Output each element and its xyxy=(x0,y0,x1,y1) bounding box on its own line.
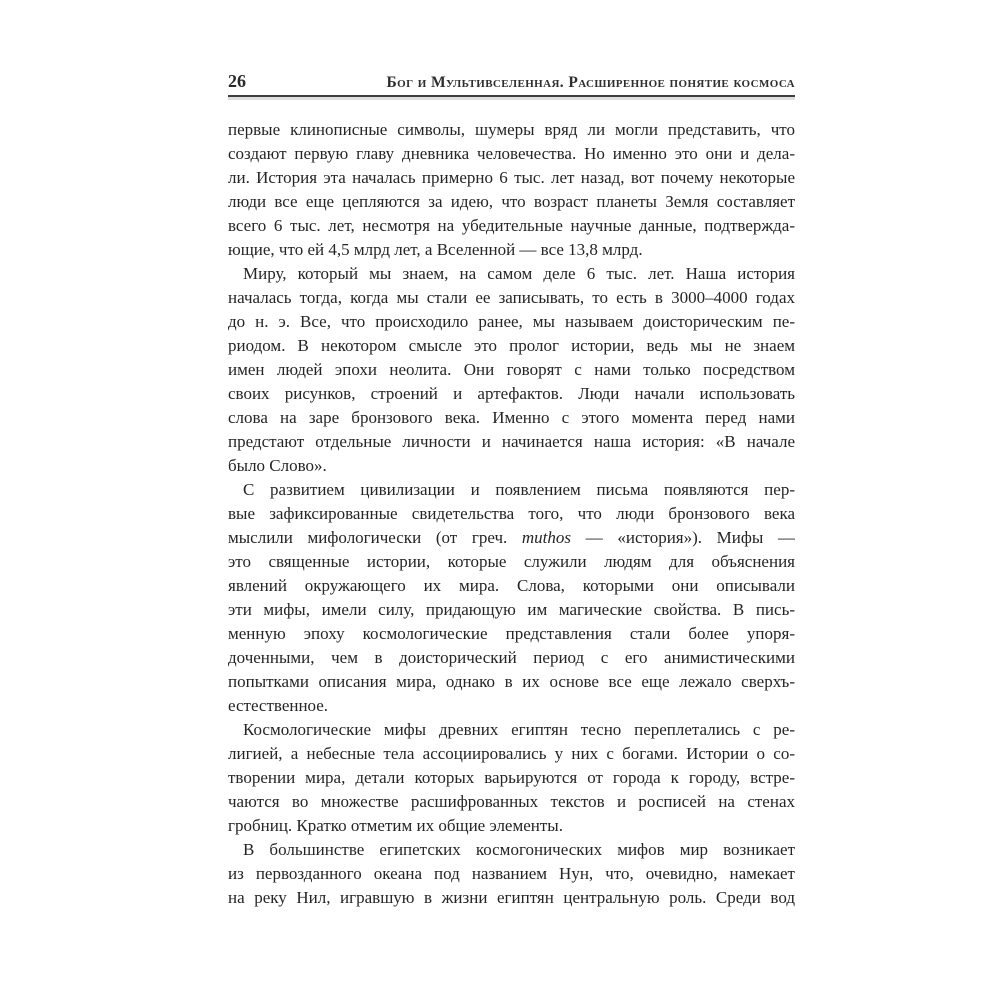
text-line: лигией, а небесные тела ассоциировались у них с богами. Истории о со- xyxy=(228,744,795,763)
text-line: попытками описания мира, однако в их основе все еще лежало сверхъ- xyxy=(228,672,795,691)
text-line: явлений окружающего их мира. Слова, которыми они описывали xyxy=(228,576,795,595)
text-line: естественное. xyxy=(228,696,329,715)
text-line: слова на заре бронзового века. Именно с этого момента перед нами xyxy=(228,408,795,427)
text-line: Космологические мифы древних египтян тесно переплетались с ре- xyxy=(243,720,795,739)
running-title: Бог и Мультивселенная. Расширенное понятие космоса xyxy=(386,73,795,91)
paragraph xyxy=(228,262,795,478)
text-line: менную эпоху космологические представления стали более упоря- xyxy=(228,624,795,643)
text-segment: — «история»). Мифы — xyxy=(571,528,795,547)
page-header xyxy=(228,72,795,97)
text-line: С развитием цивилизации и появлением письма появляются пер- xyxy=(243,480,795,499)
text-line: началась тогда, когда мы стали ее записывать, то есть в 3000–4000 годах xyxy=(228,288,795,307)
text-line: гробниц. Кратко отметим их общие элементы. xyxy=(228,816,563,835)
text-line: ющие, что ей 4,5 млрд лет, а Вселенной — все 13,8 млрд. xyxy=(228,240,643,259)
text-line: люди все еще цепляются за идею, что возраст планеты Земля составляет xyxy=(228,192,795,211)
text-line: доченными, чем в доисторический период с его анимистическими xyxy=(228,648,795,667)
text-line: всего 6 тыс. лет, несмотря на убедительные научные данные, подтвержда- xyxy=(228,216,795,235)
text-line: первые клинописные символы, шумеры вряд ли могли представить, что xyxy=(228,120,795,139)
body-text xyxy=(228,118,795,910)
text-line: на реку Нил, игравшую в жизни египтян центральную роль. Среди вод xyxy=(228,888,795,907)
page-number: 26 xyxy=(228,71,246,91)
text-line: имен людей эпохи неолита. Они говорят с нами только посредством xyxy=(228,360,795,379)
text-line: риодом. В некотором смысле это пролог истории, ведь мы не знаем xyxy=(228,336,795,355)
text-line: чаются во множестве расшифрованных текстов и росписей на стенах xyxy=(228,792,795,811)
text-line: до н. э. Все, что происходило ранее, мы называем доисторическим пе- xyxy=(228,312,795,331)
text-line: вые зафиксированные свидетельства того, что люди бронзового века xyxy=(228,504,795,523)
text-line: из первозданного океана под названием Нун, что, очевидно, намекает xyxy=(228,864,795,883)
text-line: ли. История эта началась примерно 6 тыс. лет назад, вот почему некоторые xyxy=(228,168,795,187)
text-line: эти мифы, имели силу, придающую им магические свойства. В пись- xyxy=(228,600,795,619)
paragraph xyxy=(228,478,795,718)
text-line: создают первую главу дневника человечества. Но именно это они и дела- xyxy=(228,144,795,163)
text-line: предстают отдельные личности и начинается наша история: «В начале xyxy=(228,432,795,451)
text-line: своих рисунков, строений и артефактов. Люди начали использовать xyxy=(228,384,795,403)
paragraph xyxy=(228,838,795,910)
text-line: творении мира, детали которых варьируются от города к городу, встре- xyxy=(228,768,795,787)
text-line: было Слово». xyxy=(228,456,327,475)
paragraph xyxy=(228,118,795,262)
paragraph xyxy=(228,718,795,838)
text-line-with-italic xyxy=(228,526,795,550)
text-line: это священные истории, которые служили людям для объяснения xyxy=(228,552,795,571)
text-line: Миру, который мы знаем, на самом деле 6 тыс. лет. Наша история xyxy=(243,264,795,283)
italic-term: muthos xyxy=(521,528,572,547)
text-line: В большинстве египетских космогонических мифов мир возникает xyxy=(243,840,795,859)
text-segment: мыслили мифологически (от греч. xyxy=(228,528,522,547)
